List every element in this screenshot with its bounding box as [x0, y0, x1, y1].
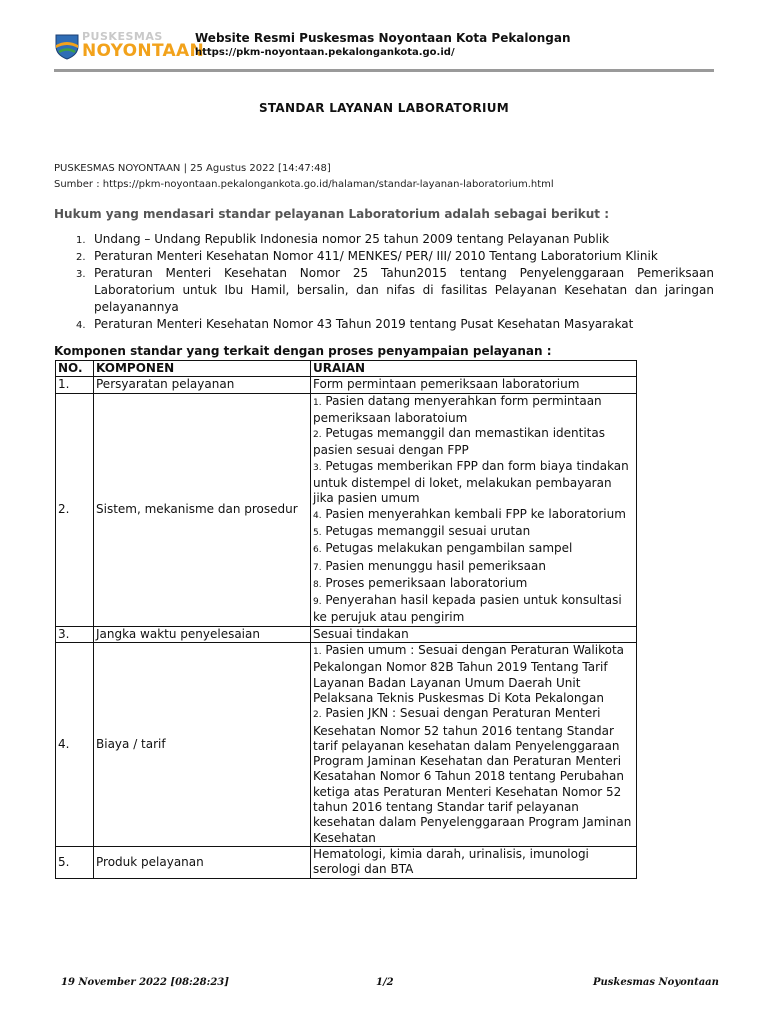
- header-komponen: KOMPONEN: [94, 361, 311, 377]
- table-header-row: [56, 361, 637, 377]
- row-uraian: Sesuai tindakan: [311, 626, 637, 642]
- shield-emblem-icon: [54, 32, 80, 60]
- list-item: 1. Pasien datang menyerahkan form permintaan pemeriksaan laboratoium: [313, 393, 602, 425]
- row-uraian: [311, 643, 637, 847]
- list-item: 2. Pasien JKN : Sesuai dengan Peraturan Menteri Kesehatan Nomor 52 tahun 2016 tentang Standar tarif pelayanan kesehatan dalam Penyelenggaraan Program Jaminan Kesehatan dan Peraturan Menteri Kesatahan Nomor 6 Tahun 2018 tentang Perubahan ketiga atas Peraturan Menteri Kesehatan Nomor 52 tahun 2016 tentang Standar tarif pelayanan kesehatan dalam Penyelenggaraan Program Jaminan Kesehatan: [313, 706, 632, 845]
- list-item: 3. Petugas memberikan FPP dan form biaya tindakan untuk distempel di loket, melakukan pembayaran jika pasien umum: [313, 458, 629, 506]
- row-uraian: Hematologi, kimia darah, urinalisis, imunologi serologi dan BTA: [311, 846, 637, 878]
- row-komponen: Jangka waktu penyelesaian: [94, 626, 311, 642]
- list-item: 4. Peraturan Menteri Kesehatan Nomor 43 Tahun 2019 tentang Pusat Kesehatan Masyarakat: [76, 317, 634, 331]
- row-komponen: Biaya / tarif: [94, 643, 311, 847]
- row-no: 3.: [56, 626, 94, 642]
- row-komponen: Persyaratan pelayanan: [94, 377, 311, 393]
- table-row: [56, 846, 637, 878]
- header-no: NO.: [56, 361, 94, 377]
- list-item: 1. Undang – Undang Republik Indonesia nomor 25 tahun 2009 tentang Pelayanan Publik: [76, 232, 610, 246]
- table-row: [56, 643, 637, 847]
- list-item: 5. Petugas memanggil sesuai urutan: [313, 523, 531, 538]
- table-row: [56, 393, 637, 626]
- page-title: STANDAR LAYANAN LABORATORIUM: [258, 101, 510, 115]
- list-item: 3. Peraturan Menteri Kesehatan Nomor 25 Tahun2015 tentang Penyelenggaraan Pemeriksaan Laboratorium untuk Ibu Hamil, bersalin, dan nifas di fasilitas Pelayanan Kesehatan dan jaringan pelayanannya: [76, 266, 714, 314]
- list-item: 8. Proses pemeriksaan laboratorium: [313, 575, 528, 590]
- source-url[interactable]: Sumber : https://pkm-noyontaan.pekalongankota.go.id/halaman/standar-layanan-laboratorium.html: [54, 179, 554, 190]
- list-item: 7. Pasien menunggu hasil pemeriksaan: [313, 558, 546, 573]
- row-no: 1.: [56, 377, 94, 393]
- service-standard-table: [55, 360, 637, 879]
- row-no: 5.: [56, 846, 94, 878]
- site-title: Website Resmi Puskesmas Noyontaan Kota Pekalongan: [195, 31, 571, 45]
- list-item: 2. Petugas memanggil dan memastikan identitas pasien sesuai dengan FPP: [313, 426, 605, 458]
- legal-basis-list: [54, 231, 714, 333]
- row-no: 2.: [56, 393, 94, 626]
- puskesmas-logo[interactable]: [54, 30, 204, 62]
- row-uraian: [311, 393, 637, 626]
- components-heading: Komponen standar yang terkait dengan proses penyampaian pelayanan :: [54, 344, 552, 358]
- list-item: 9. Penyerahan hasil kepada pasien untuk konsultasi ke perujuk atau pengirim: [313, 593, 622, 625]
- header-divider: [54, 69, 714, 72]
- list-item: 6. Petugas melakukan pengambilan sampel: [313, 541, 573, 556]
- table-row: [56, 377, 637, 393]
- site-url-link[interactable]: https://pkm-noyontaan.pekalongankota.go.id/: [195, 47, 455, 58]
- footer-organization: Puskesmas Noyontaan: [593, 977, 719, 988]
- row-uraian: Form permintaan pemeriksaan laboratorium: [311, 377, 637, 393]
- row-komponen: Produk pelayanan: [94, 846, 311, 878]
- row-komponen: Sistem, mekanisme dan prosedur: [94, 393, 311, 626]
- logo-main-text: NOYONTAAN: [82, 41, 204, 61]
- footer-timestamp: 19 November 2022 [08:28:23]: [61, 977, 229, 988]
- table-row: [56, 626, 637, 642]
- list-item: 4. Pasien menyerahkan kembali FPP ke laboratorium: [313, 506, 626, 521]
- row-no: 4.: [56, 643, 94, 847]
- publish-info: PUSKESMAS NOYONTAAN | 25 Agustus 2022 [14:47:48]: [54, 163, 331, 174]
- list-item: 1. Pasien umum : Sesuai dengan Peraturan Walikota Pekalongan Nomor 82B Tahun 2019 Tentang Tarif Layanan Badan Layanan Umum Daerah Unit Pelaksana Teknis Puskesmas Di Kota Pekalongan: [313, 643, 625, 705]
- legal-basis-heading: Hukum yang mendasari standar pelayanan Laboratorium adalah sebagai berikut :: [54, 207, 609, 221]
- footer-page-number: 1/2: [376, 977, 394, 988]
- logo-top-text: PUSKESMAS: [82, 30, 163, 43]
- list-item: 2. Peraturan Menteri Kesehatan Nomor 411/ MENKES/ PER/ III/ 2010 Tentang Laboratorium Klinik: [76, 249, 658, 263]
- header-uraian: URAIAN: [311, 361, 637, 377]
